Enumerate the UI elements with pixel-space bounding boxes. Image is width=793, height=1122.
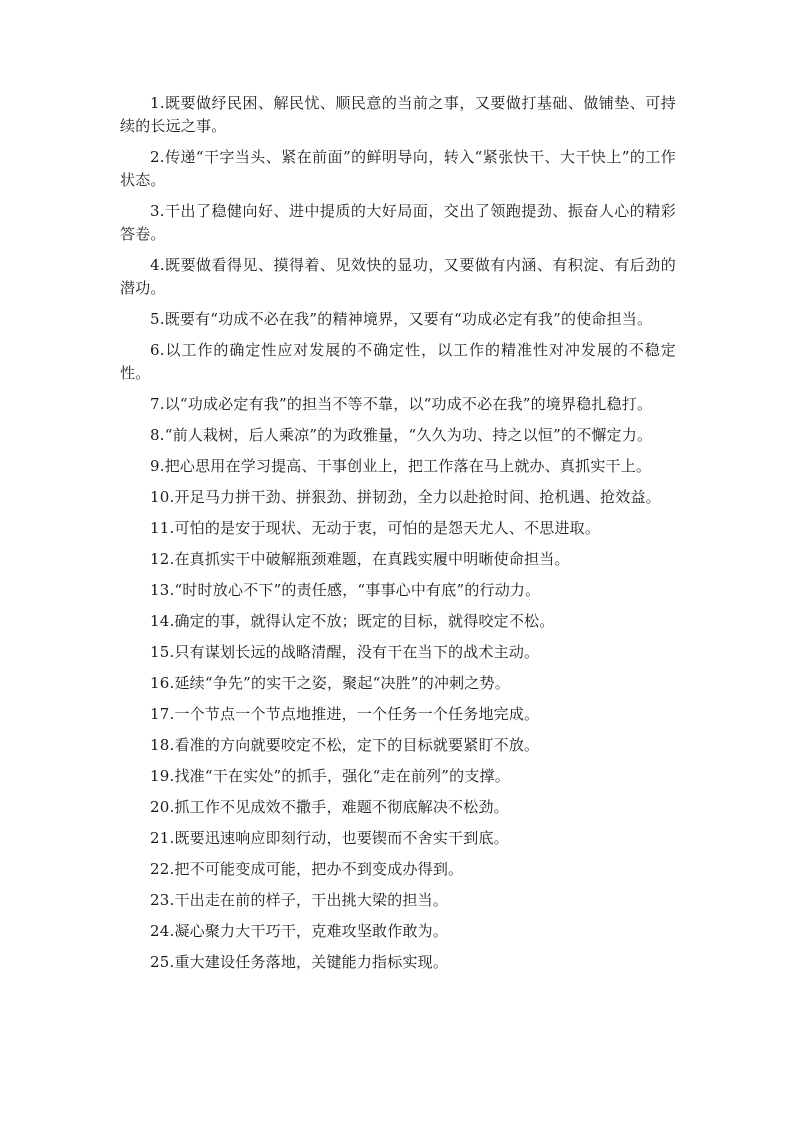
list-item: 11.可怕的是安于现状、无动于衷，可怕的是怨天尤人、不思进取。	[150, 519, 601, 537]
list-item: 12.在真抓实干中破解瓶颈难题，在真践实履中明晰使命担当。	[150, 550, 570, 568]
list-item: 1.既要做纾民困、解民忧、顺民意的当前之事，又要做打基础、做铺垫、可持续的长远之事。	[120, 94, 676, 135]
list-item: 24.凝心聚力大干巧干，克难攻坚敢作敢为。	[150, 922, 449, 940]
list-item: 22.把不可能变成可能，把办不到变成办得到。	[150, 860, 464, 878]
list-item: 21.既要迅速响应即刻行动，也要锲而不舍实干到底。	[150, 829, 509, 847]
list-item: 10.开足马力拼干劲、拼狠劲、拼韧劲，全力以赴抢时间、抢机遇、抢效益。	[150, 488, 661, 506]
list-item: 16.延续“争先”的实干之姿，聚起“决胜”的冲刺之势。	[150, 674, 510, 692]
list-item: 14.确定的事，就得认定不放；既定的目标，就得咬定不松。	[150, 612, 555, 630]
list-item: 2.传递“干字当头、紧在前面”的鲜明导向，转入“紧张快干、大干快上”的工作状态。	[120, 148, 676, 189]
list-item: 23.干出走在前的样子，干出挑大梁的担当。	[150, 891, 449, 909]
document-body	[120, 92, 676, 982]
list-item: 4.既要做看得见、摸得着、见效快的显功，又要做有内涵、有积淀、有后劲的潜功。	[120, 256, 676, 297]
list-item: 9.把心思用在学习提高、干事创业上，把工作落在马上就办、真抓实干上。	[150, 457, 652, 475]
list-item: 19.找准“干在实处”的抓手，强化“走在前列”的支撑。	[150, 767, 510, 785]
list-item: 8.“前人栽树，后人乘凉”的为政雅量，“久久为功、持之以恒”的不懈定力。	[150, 426, 653, 444]
list-item: 7.以“功成必定有我”的担当不等不靠，以“功成不必在我”的境界稳扎稳打。	[150, 395, 653, 413]
list-item: 5.既要有“功成不必在我”的精神境界，又要有“功成必定有我”的使命担当。	[150, 310, 653, 328]
list-item: 3.干出了稳健向好、进中提质的大好局面，交出了领跑提劲、振奋人心的精彩答卷。	[120, 202, 676, 243]
list-item: 25.重大建设任务落地，关键能力指标实现。	[150, 953, 449, 971]
list-item: 13.“时时放心不下”的责任感，“事事心中有底”的行动力。	[150, 581, 541, 599]
list-item: 20.抓工作不见成效不撒手，难题不彻底解决不松劲。	[150, 798, 509, 816]
list-item: 15.只有谋划长远的战略清醒，没有干在当下的战术主动。	[150, 643, 540, 661]
list-item: 17.一个节点一个节点地推进，一个任务一个任务地完成。	[150, 705, 540, 723]
list-item: 6.以工作的确定性应对发展的不确定性，以工作的精准性对冲发展的不稳定性。	[120, 341, 676, 382]
list-item: 18.看准的方向就要咬定不松，定下的目标就要紧盯不放。	[150, 736, 540, 754]
